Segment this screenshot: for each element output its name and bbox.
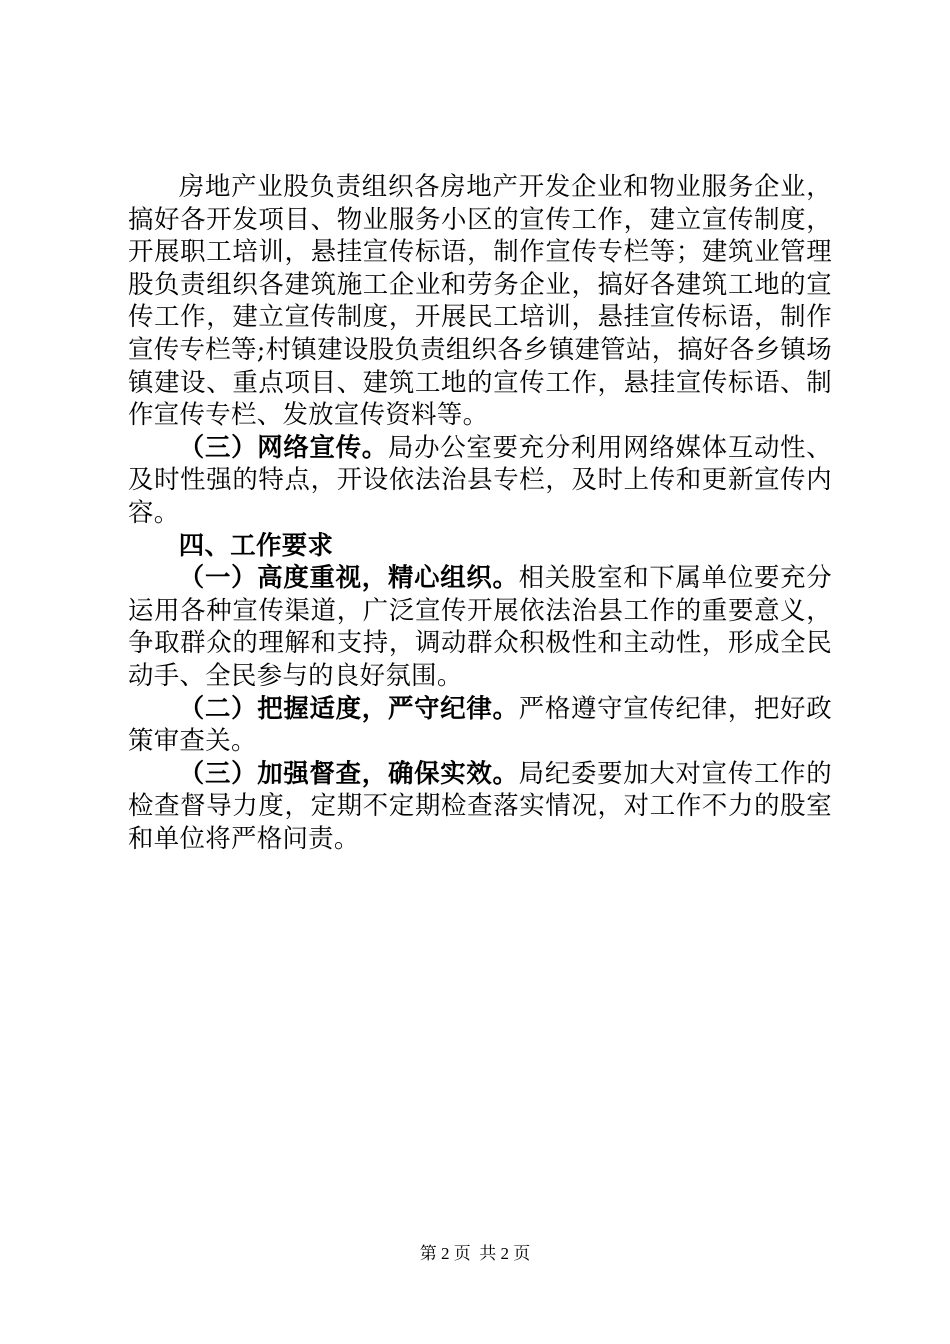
paragraph-lead: （二）把握适度，严守纪律。 (178, 692, 519, 723)
paragraph-text: 房地产业股负责组织各房地产开发企业和物业服务企业，搞好各开发项目、物业服务小区的宣传工作，建立宣传制度，开展职工培训，悬挂宣传标语，制作宣传专栏等；建筑业管理股负责组织各建筑施工企业和劳务企业，搞好各建筑工地的宣传工作，建立宣传制度，开展民工培训，悬挂宣传标语，制作宣传专栏等;村镇建设股负责组织各乡镇建管站，搞好各乡镇场镇建设、重点项目、建筑工地的宣传工作，悬挂宣传标语、制作宣传专栏、发放宣传资料等。 (128, 171, 832, 430)
page-number-label: 第 2 页 共 2 页 (419, 1244, 531, 1263)
section-heading-text: 四、工作要求 (178, 529, 334, 560)
paragraph-text: 相关股室和下属单位要充分运用各种宣传渠道，广泛宣传开展依法治县工作的重要意义，争取群众的理解和支持，调动群众积极性和主动性，形成全民动手、全民参与的良好氛围。 (128, 562, 832, 690)
paragraph-supervision (128, 757, 832, 855)
document-body (128, 170, 832, 854)
section-heading-work-requirements (128, 529, 832, 562)
paragraph-online-publicity (128, 431, 832, 529)
paragraph-real-estate-duties (128, 170, 832, 431)
paragraph-lead: （三）加强督查，确保实效。 (178, 757, 519, 788)
paragraph-text: 局办公室要充分利用网络媒体互动性、及时性强的特点，开设依法治县专栏，及时上传和更新宣传内容。 (128, 431, 832, 527)
paragraph-text: 局纪委要加大对宣传工作的检查督导力度，定期不定期检查落实情况，对工作不力的股室和单位将严格问责。 (128, 757, 832, 853)
paragraph-text: 严格遵守宣传纪律，把好政策审查关。 (128, 692, 832, 756)
paragraph-observe-discipline (128, 692, 832, 757)
page-footer (0, 1244, 950, 1264)
paragraph-lead: （一）高度重视，精心组织。 (178, 562, 519, 593)
paragraph-lead: （三）网络宣传。 (178, 431, 388, 462)
paragraph-attach-importance (128, 561, 832, 691)
